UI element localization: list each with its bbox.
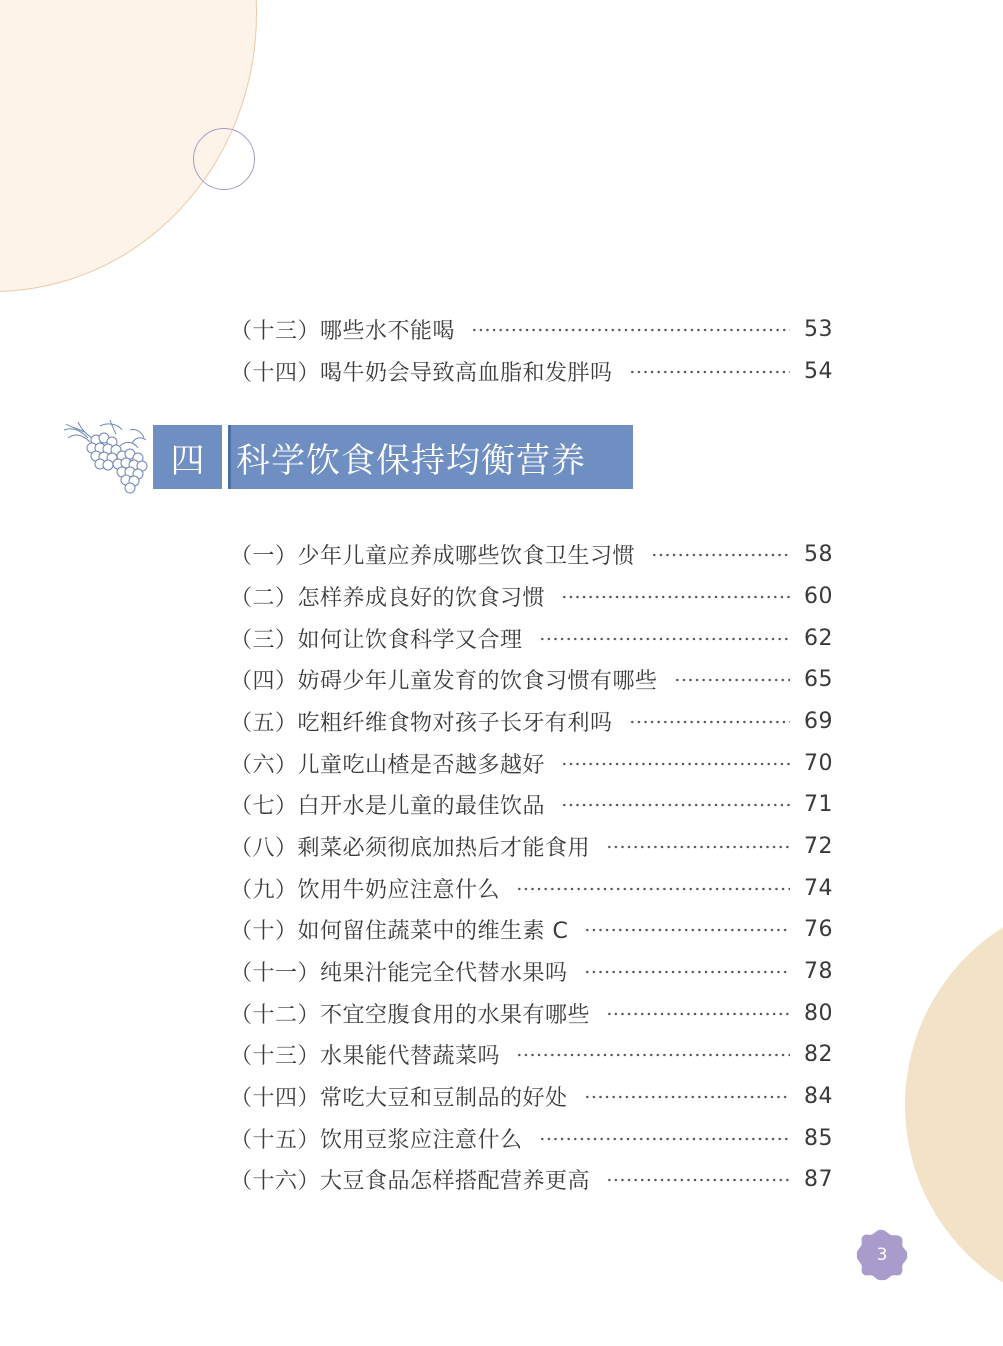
chapter-number: 四 [170, 440, 205, 481]
toc-leader-dots [651, 553, 790, 557]
decorative-circle-bottom [905, 895, 1003, 1315]
toc-entry-page: 65 [804, 666, 833, 692]
toc-entry-title: （十三）水果能代替蔬菜吗 [230, 1043, 501, 1069]
toc-entry-page: 69 [804, 708, 833, 734]
toc-entry[interactable] [230, 537, 832, 571]
toc-leader-dots [606, 845, 790, 849]
toc-entry[interactable] [230, 912, 832, 946]
toc-entry-title: （十）如何留住蔬菜中的维生素 C [230, 918, 569, 944]
toc-leader-dots [539, 637, 790, 641]
toc-leader-dots [584, 1095, 790, 1099]
toc-entry-title: （十二）不宜空腹食用的水果有哪些 [230, 1002, 591, 1028]
toc-entry-page: 72 [804, 833, 833, 859]
toc-entry-title: （十三）哪些水不能喝 [230, 318, 456, 344]
toc-leader-dots [584, 970, 790, 974]
toc-entry-page: 76 [804, 916, 833, 942]
toc-entry-title: （十一）纯果汁能完全代替水果吗 [230, 960, 568, 986]
toc-entry-page: 53 [804, 316, 833, 342]
toc-leader-dots [539, 1137, 790, 1141]
toc-entry[interactable] [230, 312, 832, 346]
toc-entry-title: （三）如何让饮食科学又合理 [230, 627, 523, 653]
toc-entry-title: （十六）大豆食品怎样搭配营养更高 [230, 1168, 591, 1194]
toc-leader-dots [629, 370, 790, 374]
toc-entry-page: 85 [804, 1125, 833, 1151]
toc-leader-dots [561, 762, 790, 766]
toc-entry-title: （四）妨碍少年儿童发育的饮食习惯有哪些 [230, 668, 658, 694]
chapter-title: 科学饮食保持均衡营养 [236, 440, 586, 481]
toc-entry-title: （十四）常吃大豆和豆制品的好处 [230, 1085, 568, 1111]
toc-entry-page: 87 [804, 1166, 833, 1192]
toc-entry-title: （十五）饮用豆浆应注意什么 [230, 1127, 523, 1153]
toc-entry[interactable] [230, 996, 832, 1030]
toc-entry[interactable] [230, 1162, 832, 1196]
toc-entry-title: （二）怎样养成良好的饮食习惯 [230, 585, 546, 611]
toc-entry[interactable] [230, 829, 832, 863]
toc-entry-title: （八）剩菜必须彻底加热后才能食用 [230, 835, 591, 861]
toc-entry-title: （五）吃粗纤维食物对孩子长牙有利吗 [230, 710, 613, 736]
toc-entry-page: 84 [804, 1083, 833, 1109]
page-number: 3 [876, 1245, 888, 1265]
toc-entry-page: 60 [804, 583, 833, 609]
toc-entry-page: 80 [804, 1000, 833, 1026]
raspberry-illustration-icon [60, 418, 152, 498]
toc-leader-dots [516, 887, 790, 891]
toc-entry-page: 74 [804, 875, 833, 901]
toc-leader-dots [471, 328, 790, 332]
toc-entry-title: （十四）喝牛奶会导致高血脂和发胖吗 [230, 360, 613, 386]
toc-leader-dots [561, 803, 790, 807]
toc-entry-title: （一）少年儿童应养成哪些饮食卫生习惯 [230, 543, 636, 569]
decorative-ring [193, 128, 255, 190]
toc-entry[interactable] [230, 746, 832, 780]
toc-entry-title: （九）饮用牛奶应注意什么 [230, 877, 501, 903]
toc-entry[interactable] [230, 871, 832, 905]
toc-entry[interactable] [230, 354, 832, 388]
toc-entry-title: （七）白开水是儿童的最佳饮品 [230, 793, 546, 819]
toc-leader-dots [516, 1053, 790, 1057]
toc-entry-page: 58 [804, 541, 833, 567]
toc-leader-dots [674, 678, 790, 682]
toc-entry-page: 82 [804, 1041, 833, 1067]
toc-entry[interactable] [230, 662, 832, 696]
toc-entry[interactable] [230, 1037, 832, 1071]
toc-leader-dots [629, 720, 790, 724]
toc-leader-dots [606, 1178, 790, 1182]
toc-entry[interactable] [230, 579, 832, 613]
toc-entry[interactable] [230, 1121, 832, 1155]
toc-leader-dots [561, 595, 790, 599]
toc-entry-page: 71 [804, 791, 833, 817]
toc-entry[interactable] [230, 704, 832, 738]
toc-entry-page: 54 [804, 358, 833, 384]
chapter-number-box [153, 425, 222, 489]
toc-entry[interactable] [230, 621, 832, 655]
toc-entry-page: 62 [804, 625, 833, 651]
toc-entry-page: 70 [804, 750, 833, 776]
toc-entry[interactable] [230, 1079, 832, 1113]
toc-entry-page: 78 [804, 958, 833, 984]
toc-entry-title: （六）儿童吃山楂是否越多越好 [230, 752, 546, 778]
toc-entry[interactable] [230, 787, 832, 821]
toc-entry[interactable] [230, 954, 832, 988]
toc-leader-dots [584, 928, 790, 932]
toc-leader-dots [606, 1012, 790, 1016]
chapter-title-box[interactable] [228, 425, 633, 489]
